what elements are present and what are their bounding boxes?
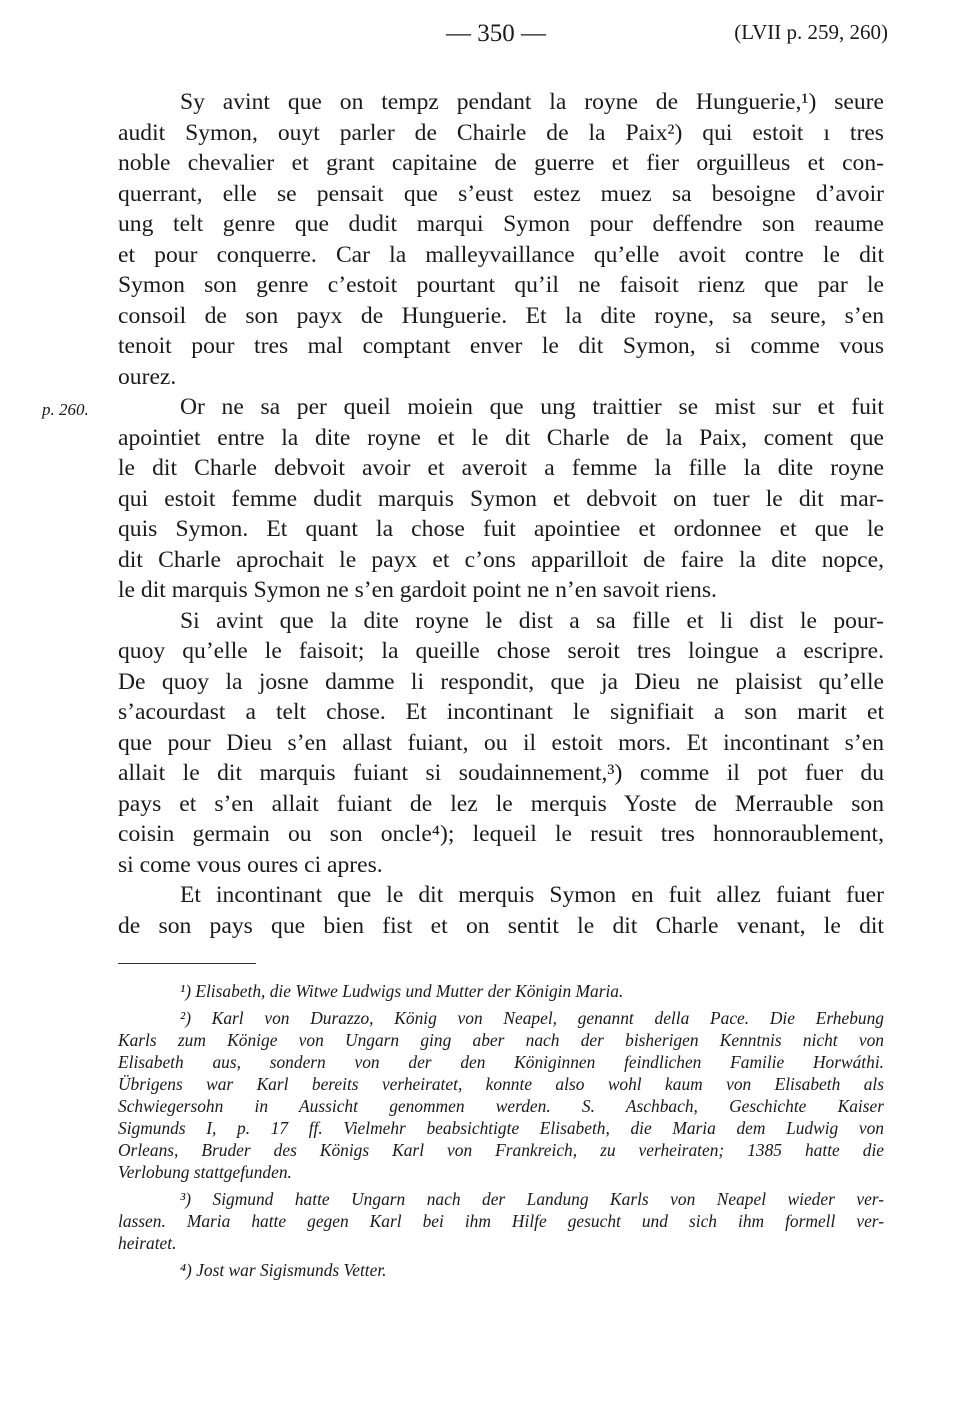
page-reference: (LVII p. 259, 260) <box>734 20 888 44</box>
footnote-line: lassen. Maria hatte gegen Karl bei ihm Hilfe gesucht und sich ihm formell ver- <box>118 1211 884 1231</box>
footnote-line: ¹) Elisabeth, die Witwe Ludwigs und Mutter der Königin Maria. <box>180 981 624 1001</box>
text-line: Et incontinant que le dit merquis Symon en fuit allez fuiant fuer <box>180 882 884 908</box>
text-line: le dit Charle debvoit avoir et averoit a femme la fille la dite royne <box>118 455 884 481</box>
text-line: quis Symon. Et quant la chose fuit apointiee et ordonnee et que le <box>118 516 884 542</box>
main-text <box>42 87 884 941</box>
page-number: — 350 — <box>446 20 546 47</box>
footnote-line: ²) Karl von Durazzo, König von Neapel, genannt della Pace. Die Erhebung <box>180 1008 884 1028</box>
text-line: Or ne sa per queil moiein que ung traittier se mist sur et fuit <box>180 394 884 420</box>
text-line: dit Charle aprochait le payx et c’ons apparilloit de faire la dite nopce, <box>118 546 884 573</box>
footnote-line: Orleans, Bruder des Königs Karl von Frankreich, zu verheiraten; 1385 hatte die <box>118 1140 884 1160</box>
text-line: Sy avint que on tempz pendant la royne de Hunguerie,¹) seure <box>180 89 884 115</box>
text-line: si come vous oures ci apres. <box>118 851 383 878</box>
text-line: ung telt genre que dudit marqui Symon pour deffendre son reaume <box>118 211 884 237</box>
footnote-line: Schwiegersohn in Aussicht genommen werden. S. Aschbach, Geschichte Kaiser <box>118 1096 884 1116</box>
footnote-line: ³) Sigmund hatte Ungarn nach der Landung Karls von Neapel wieder ver- <box>180 1189 884 1209</box>
text-line: s’acourdast a telt chose. Et incontinant le signifiait a son marit et <box>118 699 884 725</box>
footnote-line: Sigmunds I, p. 17 ff. Vielmehr beabsichtigte Elisabeth, die Maria dem Ludwig von <box>118 1118 884 1138</box>
text-line: que pour Dieu s’en allast fuiant, ou il estoit mors. Et incontinant s’en <box>118 729 884 756</box>
footnote-line: Elisabeth aus, sondern von der den Königinnen feindlichen Familie Horwáthi. <box>118 1052 884 1072</box>
page-header <box>0 20 960 60</box>
text-line: De quoy la josne damme li respondit, que ja Dieu ne plaisist qu’elle <box>118 668 884 695</box>
margin-page-note: p. 260. <box>42 400 89 419</box>
text-line: apointiet entre la dite royne et le dit Charle de la Paix, coment que <box>118 424 884 451</box>
text-line: Symon son genre c’estoit pourtant qu’il ne faisoit rienz que par le <box>118 272 884 298</box>
text-line: de son pays que bien fist et on sentit le dit Charle venant, le dit <box>118 912 884 939</box>
footnote-divider <box>118 963 256 964</box>
footnote-line: Übrigens war Karl bereits verheiratet, konnte also wohl kaum von Elisabeth als <box>118 1074 884 1094</box>
text-line: ourez. <box>118 363 177 390</box>
text-line: qui estoit femme dudit marquis Symon et debvoit on tuer le dit mar- <box>118 485 884 512</box>
footnotes <box>118 980 884 1281</box>
text-line: le dit marquis Symon ne s’en gardoit point ne n’en savoit riens. <box>118 577 717 603</box>
text-line: querrant, elle se pensait que s’eust estez muez sa besoigne d’avoir <box>118 180 884 207</box>
text-line: coisin germain ou son oncle⁴); lequeil le resuit tres honnoraublement, <box>118 821 884 847</box>
footnote-line: heiratet. <box>118 1233 177 1253</box>
text-line: quoy qu’elle le faisoit; la queille chose seroit tres loingue a escripre. <box>118 638 884 664</box>
footnote-line: ⁴) Jost war Sigismunds Vetter. <box>180 1260 387 1280</box>
text-line: allait le dit marquis fuiant si soudainnement,³) comme il pot fuer du <box>118 760 884 786</box>
text-line: audit Symon, ouyt parler de Chairle de la Paix²) qui estoit ı tres <box>118 119 884 146</box>
text-line: pays et s’en allait fuiant de lez le merquis Yoste de Merrauble son <box>118 790 884 817</box>
text-line: tenoit pour tres mal comptant enver le dit Symon, si comme vous <box>118 333 884 359</box>
text-line: noble chevalier et grant capitaine de guerre et fier orguilleus et con- <box>118 150 884 176</box>
footnote-line: Verlobung stattgefunden. <box>118 1162 292 1182</box>
footnote-line: Karls zum Könige von Ungarn ging aber nach der bisherigen Kenntnis nicht von <box>118 1030 884 1050</box>
text-line: et pour conquerre. Car la malleyvaillance qu’elle avoit contre le dit <box>118 241 884 268</box>
text-line: Si avint que la dite royne le dist a sa fille et li dist le pour- <box>180 607 884 634</box>
text-line: consoil de son payx de Hunguerie. Et la dite royne, sa seure, s’en <box>118 302 884 329</box>
